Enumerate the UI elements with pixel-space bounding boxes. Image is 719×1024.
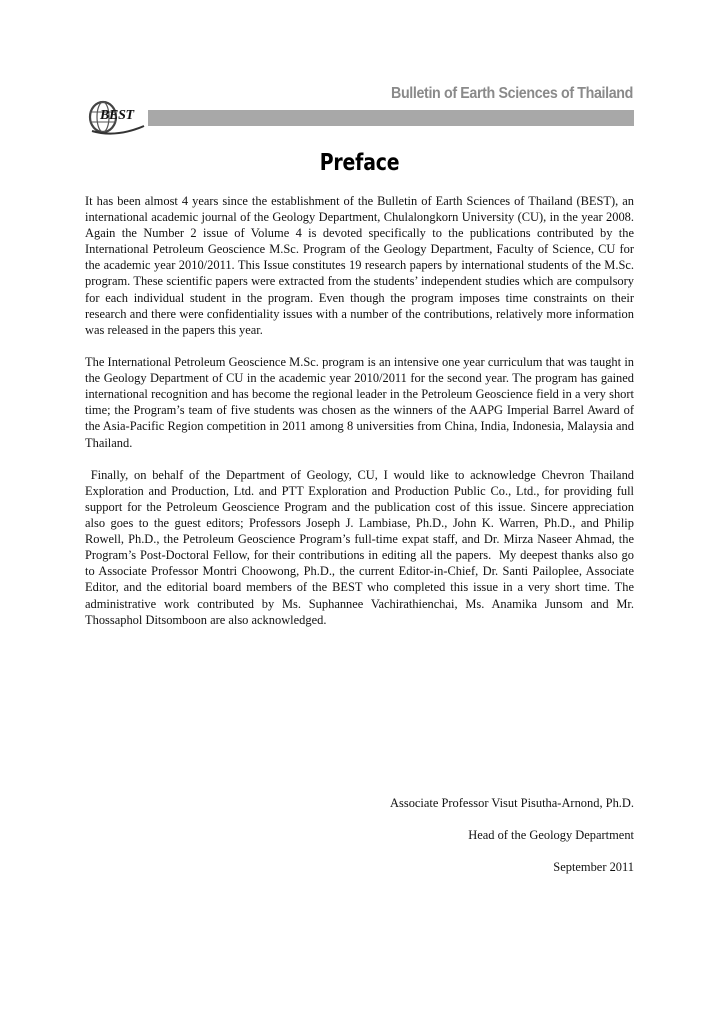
- header-bar: [148, 110, 634, 126]
- paragraph-2: The International Petroleum Geoscience M.Sc. program is an intensive one year curriculum that was taught in the Geology Department of CU in the academic year 2010/2011 for the second year. The program has gained international recognition and has become the regional leader in the Petroleum Geoscience field in a very short time; the Program’s team of five students was chosen as the winners of the AAPG Imperial Barrel Award of the Asia-Pacific Region competition in 2011 among 8 universities from China, India, Indonesia, Malaysia and Thailand.: [85, 355, 634, 450]
- preface-body: [85, 193, 638, 644]
- page-title: Preface: [319, 150, 400, 176]
- paragraph-3: Finally, on behalf of the Department of Geology, CU, I would like to acknowledge Chevron Thailand Exploration and Production, Ltd. and PTT Exploration and Production Public Co., Ltd., for providing full support for the Petroleum Geoscience Program and the publication cost of this issue. Sincere appreciation also goes to the guest editors; Professors Joseph J. Lambiase, Ph.D., John K. Warren, Ph.D., and Philip Rowell, Ph.D., the Petroleum Geoscience Program’s full-time expat staff, and Dr. Mirza Naseer Ahmad, the Program’s Post-Doctoral Fellow, for their contributions in editing all the papers. My deepest thanks also go to Associate Professor Montri Choowong, Ph.D., the current Editor-in-Chief, Dr. Santi Pailoplee, Associate Editor, and the editorial board members of the BEST who completed this issue in a very short time. The administrative work contributed by Ms. Suphannee Vachirathienchai, Ms. Anamika Junsom and Mr. Thossaphol Ditsomboon are also acknowledged.: [85, 467, 638, 627]
- signature-date: September 2011: [553, 860, 634, 874]
- paragraph-1: It has been almost 4 years since the establishment of the Bulletin of Earth Sciences of Thailand (BEST), an international academic journal of the Geology Department, Chulalongkorn University (CU), in the year 2008. Again the Number 2 issue of Volume 4 is devoted specifically to the publications contributed by the International Petroleum Geoscience M.Sc. Program of the Geology Department, Faculty of Science, CU for the academic year 2010/2011. This Issue constitutes 19 research papers by international students of the M.Sc. program. These scientific papers were extracted from the students’ independent studies which are compulsory for each individual student in the program. Even though the program imposes time constraints on their research and there were confidentiality issues with a number of the contributions, relatively more information was released in the papers this year.: [85, 194, 634, 337]
- signature-name: Associate Professor Visut Pisutha-Arnond, Ph.D.: [390, 796, 634, 810]
- signature-position: Head of the Geology Department: [468, 828, 634, 842]
- best-logo: [86, 98, 150, 138]
- logo-text: BEST: [100, 108, 134, 123]
- signature-block: [234, 795, 634, 891]
- journal-title: Bulletin of Earth Sciences of Thailand: [391, 85, 633, 102]
